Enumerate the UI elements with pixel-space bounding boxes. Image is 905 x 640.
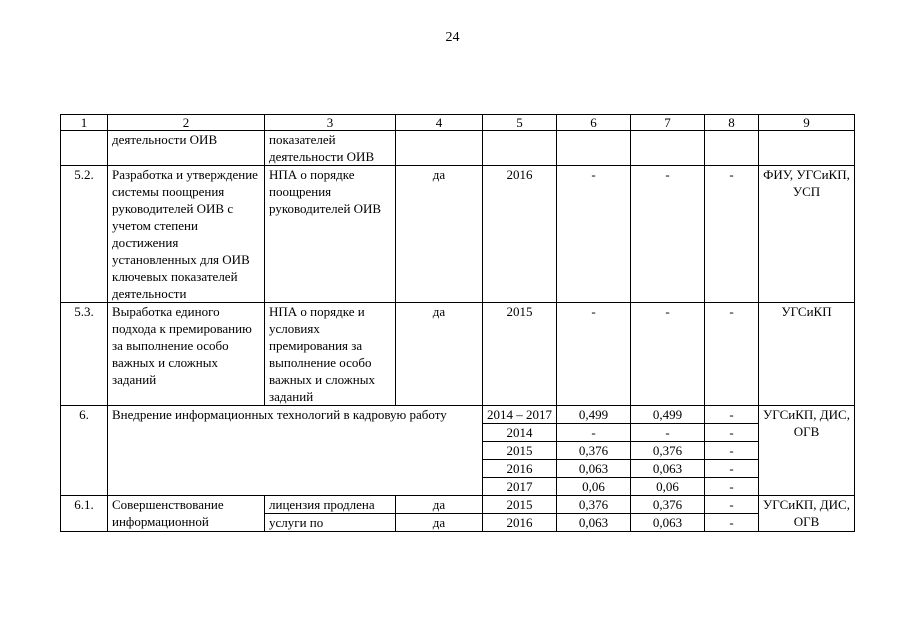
measure-text: Выработка единого подхода к премированию за выполнение особо важных и сложных заданий [108, 303, 265, 406]
table-row [61, 166, 855, 303]
cell-value: - [705, 514, 759, 532]
responsible: УГСиКП, ДИС, ОГВ [759, 406, 855, 496]
cell-value: - [705, 303, 759, 406]
cell-value: да [396, 166, 483, 303]
result-text: НПА о порядке и условиях премирования за выполнение особо важных и сложных заданий [265, 303, 396, 406]
result-text: лицензия продлена [265, 496, 396, 514]
cell-value: 0,376 [557, 442, 631, 460]
table-row [61, 303, 855, 406]
cell-value: - [705, 406, 759, 424]
measure-text: Внедрение информационных технологий в кадровую работу [108, 406, 483, 496]
cell-value: - [631, 166, 705, 303]
continuation-row [61, 131, 855, 166]
year-value: 2014 [483, 424, 557, 442]
cell-value: да [396, 514, 483, 532]
cell-value: да [396, 496, 483, 514]
page-number: 24 [445, 30, 460, 45]
col-header: 9 [759, 115, 855, 131]
plan-table [60, 114, 855, 532]
year-value: 2017 [483, 478, 557, 496]
item-number: 6.1. [61, 496, 108, 532]
cell-value: - [557, 424, 631, 442]
measure-text: Разработка и утверждение системы поощрения руководителей ОИВ с учетом степени достижения установленных для ОИВ ключевых показателей деятельности [108, 166, 265, 303]
cell-value: 0,06 [631, 478, 705, 496]
year-value: 2014 – 2017 [483, 406, 557, 424]
responsible: УГСиКП [759, 303, 855, 406]
item-number: 5.2. [61, 166, 108, 303]
column-number-row [61, 115, 855, 131]
responsible: ФИУ, УГСиКП, УСП [759, 166, 855, 303]
cell-value: 0,499 [631, 406, 705, 424]
col-header: 6 [557, 115, 631, 131]
result-text: НПА о порядке поощрения руководителей ОИВ [265, 166, 396, 303]
col-header: 5 [483, 115, 557, 131]
result-text: услуги по [265, 514, 396, 532]
measure-text: Совершенствование информационной [108, 496, 265, 532]
cell-value: 0,063 [631, 514, 705, 532]
cell-value: - [705, 496, 759, 514]
col-header: 1 [61, 115, 108, 131]
table-row [61, 406, 855, 424]
cell-value: - [705, 478, 759, 496]
cell-value: 0,499 [557, 406, 631, 424]
col-header: 2 [108, 115, 265, 131]
cell-value: - [705, 442, 759, 460]
cell-value: 0,06 [557, 478, 631, 496]
responsible: УГСиКП, ДИС, ОГВ [759, 496, 855, 532]
col-header: 4 [396, 115, 483, 131]
measure-text: деятельности ОИВ [108, 131, 265, 166]
cell-value: - [705, 460, 759, 478]
item-number: 6. [61, 406, 108, 496]
cell-value: - [557, 166, 631, 303]
cell-value: 0,376 [631, 496, 705, 514]
year-value: 2016 [483, 460, 557, 478]
year-value: 2016 [483, 166, 557, 303]
cell-value: - [631, 424, 705, 442]
table-row [61, 496, 855, 514]
cell-value: 0,376 [631, 442, 705, 460]
cell-value: да [396, 303, 483, 406]
col-header: 7 [631, 115, 705, 131]
col-header: 3 [265, 115, 396, 131]
cell-value: - [631, 303, 705, 406]
year-value: 2015 [483, 442, 557, 460]
item-number: 5.3. [61, 303, 108, 406]
year-value: 2015 [483, 496, 557, 514]
cell-value: - [557, 303, 631, 406]
cell-value: - [705, 424, 759, 442]
col-header: 8 [705, 115, 759, 131]
year-value: 2015 [483, 303, 557, 406]
year-value: 2016 [483, 514, 557, 532]
cell-value: - [705, 166, 759, 303]
cell-value: 0,376 [557, 496, 631, 514]
cell-value: 0,063 [557, 514, 631, 532]
cell-value: 0,063 [557, 460, 631, 478]
cell-value: 0,063 [631, 460, 705, 478]
result-text: показателей деятельности ОИВ [265, 131, 396, 166]
